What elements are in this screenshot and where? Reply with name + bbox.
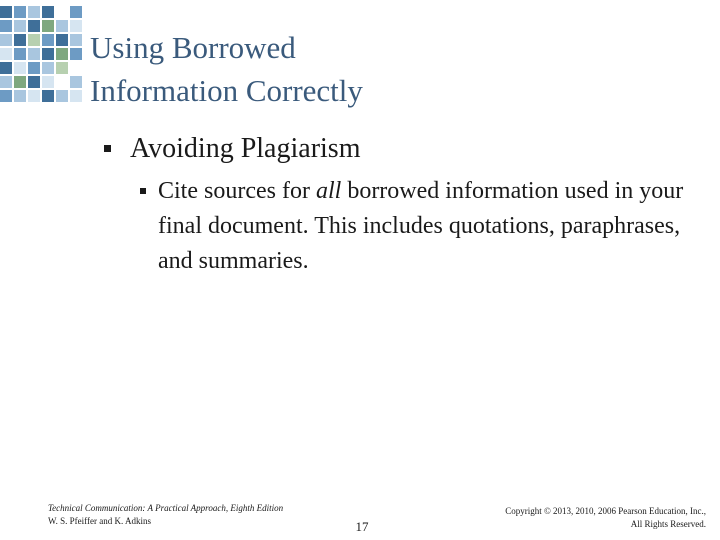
mosaic-square — [56, 62, 68, 74]
page-number: 17 — [355, 519, 369, 534]
slide-title — [90, 26, 650, 112]
mosaic-square — [56, 34, 68, 46]
mosaic-square — [42, 6, 54, 18]
title-line-2: Information Correctly — [90, 73, 363, 108]
mosaic-square — [0, 90, 12, 102]
mosaic-square — [28, 6, 40, 18]
mosaic-square — [70, 90, 82, 102]
mosaic-square — [42, 90, 54, 102]
mosaic-square — [14, 62, 26, 74]
bullet-text-start: Cite sources for — [158, 178, 316, 204]
mosaic-square — [0, 34, 12, 46]
mosaic-square — [0, 20, 12, 32]
mosaic-square — [70, 6, 82, 18]
mosaic-square — [56, 90, 68, 102]
mosaic-square — [70, 20, 82, 32]
title-line-1: Using Borrowed — [90, 30, 296, 65]
mosaic-square — [0, 6, 12, 18]
footer-book-info — [48, 502, 348, 528]
decorative-square-mosaic — [0, 0, 84, 108]
bullet-text-end: borrowed information used in your final document. This includes quotations, paraphrases, and summaries. — [158, 178, 684, 274]
mosaic-square — [28, 20, 40, 32]
mosaic-square — [28, 48, 40, 60]
bullet-level-2-text — [158, 174, 710, 279]
mosaic-square — [28, 76, 40, 88]
mosaic-square — [70, 48, 82, 60]
mosaic-square — [0, 48, 12, 60]
mosaic-square — [14, 20, 26, 32]
mosaic-square — [42, 20, 54, 32]
mosaic-square — [42, 34, 54, 46]
copyright-line-2: All Rights Reserved. — [630, 519, 706, 529]
mosaic-square — [28, 34, 40, 46]
mosaic-square — [42, 48, 54, 60]
mosaic-square — [42, 76, 54, 88]
mosaic-square — [0, 62, 12, 74]
mosaic-square — [28, 62, 40, 74]
mosaic-square — [14, 76, 26, 88]
footer-copyright — [446, 505, 706, 531]
bullet-level-1 — [104, 130, 360, 168]
mosaic-square — [56, 20, 68, 32]
square-bullet-icon — [104, 145, 111, 152]
bullet-text-emphasis: all — [315, 178, 342, 204]
square-bullet-icon — [140, 188, 146, 194]
footer-book-title: Technical Communication: A Practical Approach, Eighth Edition — [48, 503, 284, 513]
mosaic-square — [14, 34, 26, 46]
mosaic-square — [0, 76, 12, 88]
footer-authors: W. S. Pfeiffer and K. Adkins — [48, 516, 151, 526]
mosaic-square — [42, 62, 54, 74]
mosaic-square — [56, 48, 68, 60]
bullet-level-2 — [140, 174, 710, 279]
bullet-level-1-text: Avoiding Plagiarism — [130, 133, 361, 164]
mosaic-square — [14, 90, 26, 102]
mosaic-square — [14, 48, 26, 60]
mosaic-square — [70, 34, 82, 46]
mosaic-square — [28, 90, 40, 102]
mosaic-square — [14, 6, 26, 18]
copyright-line-1: Copyright © 2013, 2010, 2006 Pearson Education, Inc., — [505, 506, 706, 516]
mosaic-square — [70, 76, 82, 88]
